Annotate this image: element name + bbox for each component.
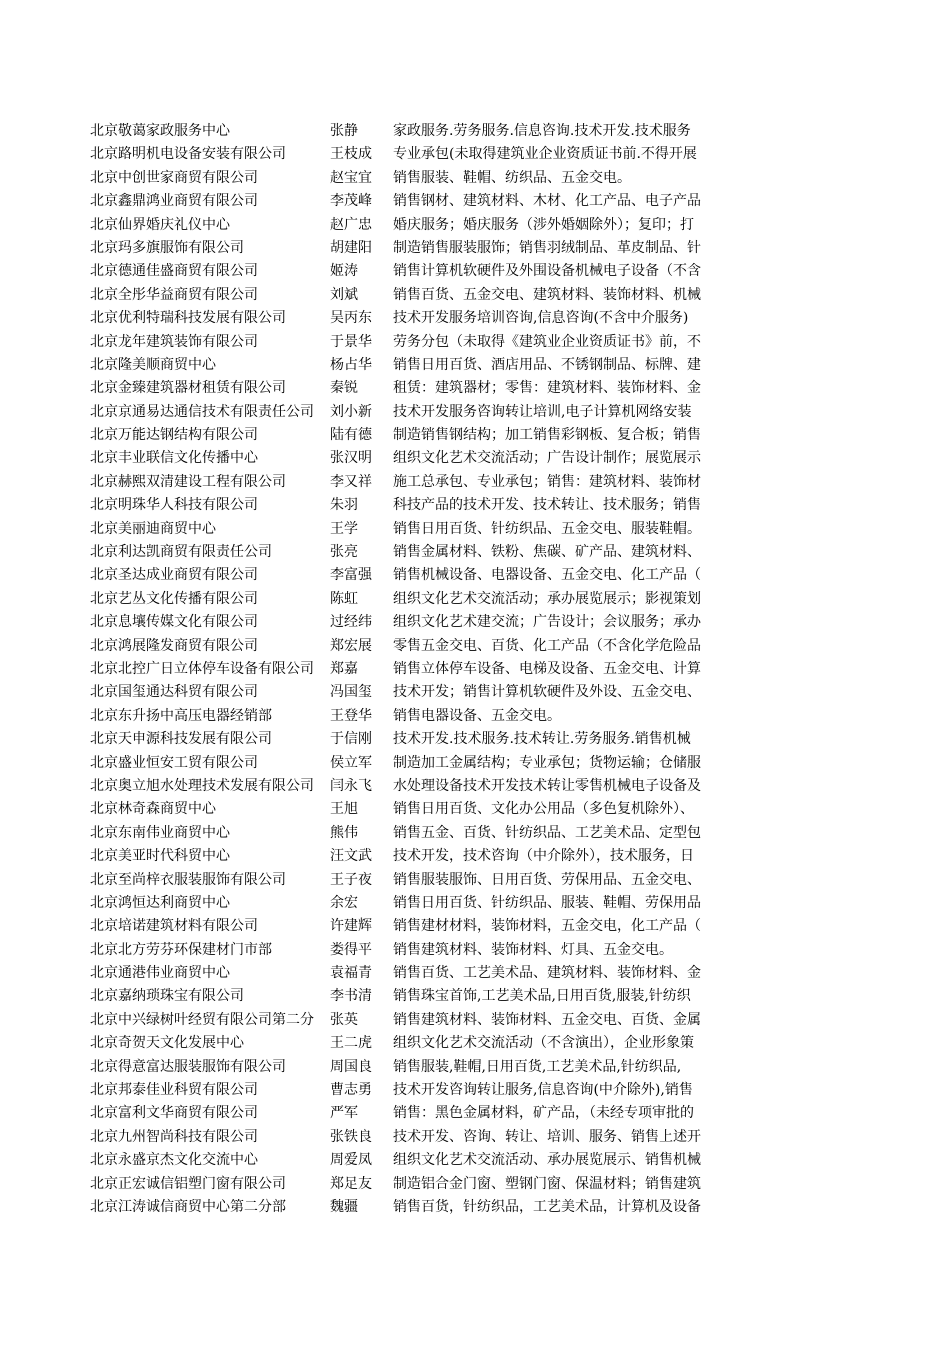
table-row: [90, 377, 750, 400]
business-scope-cell: 专业承包(未取得建筑业企业资质证书前.不得开展: [393, 143, 750, 166]
table-row: [90, 1079, 750, 1102]
table-row: [90, 471, 750, 494]
legal-person-cell: 张铁良: [330, 1126, 372, 1149]
company-name-cell: 北京赫熙双清建设工程有限公司: [90, 473, 286, 490]
business-scope-cell: 技术开发，技术咨询（中介除外），技术服务，日: [393, 845, 750, 868]
business-scope-cell: 劳务分包（未取得《建筑业企业资质证书》前，不: [393, 331, 750, 354]
legal-person-cell: 汪文武: [330, 845, 372, 868]
company-name-cell: 北京德通佳盛商贸有限公司: [90, 263, 258, 280]
legal-person-cell: 赵宝宜: [330, 167, 372, 190]
table-row: [90, 541, 750, 564]
legal-person-cell: 李茂峰: [330, 190, 372, 213]
business-scope-cell: 技术开发、咨询、转让、培训、服务、销售上述开: [393, 1126, 750, 1149]
legal-person-cell: 张汉明: [330, 447, 372, 470]
business-scope-cell: 技术开发.技术服务.技术转让.劳务服务.销售机械: [393, 728, 750, 751]
company-name-cell: 北京中创世家商贸有限公司: [90, 169, 258, 186]
legal-person-cell: 姬涛: [330, 260, 358, 283]
legal-person-cell: 杨占华: [330, 354, 372, 377]
company-name-cell: 北京美亚时代科贸中心: [90, 848, 230, 865]
table-row: [90, 892, 750, 915]
business-scope-cell: 销售服装,鞋帽,日用百货,工艺美术品,针纺织品,: [393, 1056, 750, 1079]
company-name-cell: 北京通港伟业商贸中心: [90, 965, 230, 982]
business-scope-cell: 销售百货，针纺织品，工艺美术品，计算机及设备: [393, 1196, 750, 1219]
table-row: [90, 284, 750, 307]
table-row: [90, 120, 750, 143]
table-row: [90, 237, 750, 260]
legal-person-cell: 侯立军: [330, 752, 372, 775]
table-row: [90, 1032, 750, 1055]
company-name-cell: 北京优利特瑞科技发展有限公司: [90, 310, 286, 327]
company-name-cell: 北京美丽迪商贸中心: [90, 520, 216, 537]
legal-person-cell: 于信刚: [330, 728, 372, 751]
legal-person-cell: 于景华: [330, 331, 372, 354]
company-name-cell: 北京明珠华人科技有限公司: [90, 497, 258, 514]
table-row: [90, 307, 750, 330]
business-scope-cell: 销售计算机软硬件及外围设备机械电子设备（不含: [393, 260, 750, 283]
business-scope-cell: 销售日用百货、针纺织品、服装、鞋帽、劳保用品: [393, 892, 750, 915]
business-scope-cell: 销售建材材料，装饰材料，五金交电，化工产品（: [393, 915, 750, 938]
table-row: [90, 354, 750, 377]
table-row: [90, 681, 750, 704]
legal-person-cell: 余宏: [330, 892, 358, 915]
legal-person-cell: 张英: [330, 1009, 358, 1032]
table-row: [90, 822, 750, 845]
legal-person-cell: 张亮: [330, 541, 358, 564]
legal-person-cell: 许建辉: [330, 915, 372, 938]
table-row: [90, 564, 750, 587]
legal-person-cell: 刘小新: [330, 401, 372, 424]
business-scope-cell: 销售珠宝首饰,工艺美术品,日用百货,服装,针纺织: [393, 985, 750, 1008]
legal-person-cell: 王登华: [330, 705, 372, 728]
business-scope-cell: 销售服装、鞋帽、纺织品、五金交电。: [393, 167, 750, 190]
business-scope-cell: 技术开发咨询转让服务,信息咨询(中介除外),销售: [393, 1079, 750, 1102]
legal-person-cell: 袁福青: [330, 962, 372, 985]
company-name-cell: 北京东南伟业商贸中心: [90, 824, 230, 841]
business-scope-cell: 制造加工金属结构；专业承包；货物运输；仓储服: [393, 752, 750, 775]
company-name-cell: 北京盛业恒安工贸有限公司: [90, 754, 258, 771]
business-scope-cell: 销售钢材、建筑材料、木材、化工产品、电子产品: [393, 190, 750, 213]
company-name-cell: 北京京通易达通信技术有限责任公司: [90, 403, 314, 420]
table-row: [90, 424, 750, 447]
table-row: [90, 494, 750, 517]
business-scope-cell: 销售五金、百货、针纺织品、工艺美术品、定型包: [393, 822, 750, 845]
company-name-cell: 北京仙界婚庆礼仪中心: [90, 216, 230, 233]
legal-person-cell: 刘斌: [330, 284, 358, 307]
legal-person-cell: 李富强: [330, 564, 372, 587]
company-name-cell: 北京路明机电设备安装有限公司: [90, 146, 286, 163]
company-name-cell: 北京江涛诚信商贸中心第二分部: [90, 1198, 286, 1215]
table-row: [90, 1126, 750, 1149]
company-name-cell: 北京丰业联信文化传播中心: [90, 450, 258, 467]
table-row: [90, 214, 750, 237]
table-row: [90, 635, 750, 658]
business-scope-cell: 组织文化艺术交流活动；广告设计制作；展览展示: [393, 447, 750, 470]
legal-person-cell: 陆有德: [330, 424, 372, 447]
company-name-cell: 北京得意富达服装服饰有限公司: [90, 1058, 286, 1075]
legal-person-cell: 赵广忠: [330, 214, 372, 237]
legal-person-cell: 王学: [330, 518, 358, 541]
legal-person-cell: 郑嘉: [330, 658, 358, 681]
company-name-cell: 北京全彤华益商贸有限公司: [90, 286, 258, 303]
business-scope-cell: 家政服务.劳务服务.信息咨询.技术开发.技术服务: [393, 120, 750, 143]
business-scope-cell: 零售五金交电、百货、化工产品（不含化学危险品: [393, 635, 750, 658]
business-scope-cell: 制造销售钢结构；加工销售彩钢板、复合板；销售: [393, 424, 750, 447]
table-row: [90, 1196, 750, 1219]
business-scope-cell: 施工总承包、专业承包；销售：建筑材料、装饰材: [393, 471, 750, 494]
business-scope-cell: 制造铝合金门窗、塑钢门窗、保温材料；销售建筑: [393, 1173, 750, 1196]
company-name-cell: 北京培诺建筑材料有限公司: [90, 918, 258, 935]
company-name-cell: 北京艺丛文化传播有限公司: [90, 590, 258, 607]
company-name-cell: 北京九州智尚科技有限公司: [90, 1128, 258, 1145]
company-name-cell: 北京永盛京杰文化交流中心: [90, 1152, 258, 1169]
business-scope-cell: 销售日用百货、针纺织品、五金交电、服装鞋帽。: [393, 518, 750, 541]
company-name-cell: 北京鸿展隆发商贸有限公司: [90, 637, 258, 654]
business-scope-cell: 销售百货、工艺美术品、建筑材料、装饰材料、金: [393, 962, 750, 985]
legal-person-cell: 秦锐: [330, 377, 358, 400]
business-scope-cell: 销售百货、五金交电、建筑材料、装饰材料、机械: [393, 284, 750, 307]
business-scope-cell: 销售建筑材料、装饰材料、五金交电、百货、金属: [393, 1009, 750, 1032]
table-row: [90, 1009, 750, 1032]
business-scope-cell: 婚庆服务；婚庆服务（涉外婚姻除外）；复印；打: [393, 214, 750, 237]
legal-person-cell: 郑足友: [330, 1173, 372, 1196]
business-scope-cell: 组织文化艺术交流活动（不含演出），企业形象策: [393, 1032, 750, 1055]
company-name-cell: 北京正宏诚信铝塑门窗有限公司: [90, 1175, 286, 1192]
table-row: [90, 705, 750, 728]
table-row: [90, 401, 750, 424]
business-scope-cell: 销售金属材料、铁粉、焦碳、矿产品、建筑材料、: [393, 541, 750, 564]
table-row: [90, 190, 750, 213]
legal-person-cell: 魏疆: [330, 1196, 358, 1219]
business-scope-cell: 租赁：建筑器材；零售：建筑材料、装饰材料、金: [393, 377, 750, 400]
legal-person-cell: 张静: [330, 120, 358, 143]
legal-person-cell: 郑宏展: [330, 635, 372, 658]
business-scope-cell: 组织文化艺术交流活动、承办展览展示、销售机械: [393, 1149, 750, 1172]
legal-person-cell: 周国良: [330, 1056, 372, 1079]
business-scope-cell: 销售服装服饰、日用百货、劳保用品、五金交电、: [393, 869, 750, 892]
company-name-cell: 北京东升扬中高压电器经销部: [90, 707, 272, 724]
legal-person-cell: 周爱凤: [330, 1149, 372, 1172]
legal-person-cell: 严军: [330, 1102, 358, 1125]
legal-person-cell: 娄得平: [330, 939, 372, 962]
legal-person-cell: 王枝成: [330, 143, 372, 166]
table-row: [90, 869, 750, 892]
legal-person-cell: 陈虹: [330, 588, 358, 611]
table-row: [90, 985, 750, 1008]
business-scope-cell: 销售：黑色金属材料，矿产品，（未经专项审批的: [393, 1102, 750, 1125]
company-name-cell: 北京利达凯商贸有限责任公司: [90, 544, 272, 561]
table-row: [90, 658, 750, 681]
company-name-cell: 北京邦泰佳业科贸有限公司: [90, 1082, 258, 1099]
company-name-cell: 北京万能达钢结构有限公司: [90, 427, 258, 444]
company-name-cell: 北京奥立旭水处理技术发展有限公司: [90, 777, 314, 794]
business-scope-cell: 销售电器设备、五金交电。: [393, 705, 750, 728]
business-scope-cell: 技术开发服务培训咨询,信息咨询(不含中介服务): [393, 307, 750, 330]
legal-person-cell: 李书清: [330, 985, 372, 1008]
legal-person-cell: 熊伟: [330, 822, 358, 845]
company-name-cell: 北京林奇森商贸中心: [90, 801, 216, 818]
table-row: [90, 962, 750, 985]
table-row: [90, 518, 750, 541]
table-row: [90, 588, 750, 611]
company-name-cell: 北京嘉纳琐珠宝有限公司: [90, 988, 244, 1005]
table-row: [90, 447, 750, 470]
company-name-cell: 北京隆美顺商贸中心: [90, 356, 216, 373]
table-row: [90, 1173, 750, 1196]
company-name-cell: 北京天申源科技发展有限公司: [90, 731, 272, 748]
company-name-cell: 北京玛多旗服饰有限公司: [90, 239, 244, 256]
company-name-cell: 北京至尚梓衣服装服饰有限公司: [90, 871, 286, 888]
company-name-cell: 北京龙年建筑装饰有限公司: [90, 333, 258, 350]
table-row: [90, 331, 750, 354]
company-name-cell: 北京北控广日立体停车设备有限公司: [90, 660, 314, 677]
company-name-cell: 北京鸿恒达利商贸中心: [90, 894, 230, 911]
legal-person-cell: 胡建阳: [330, 237, 372, 260]
business-scope-cell: 销售机械设备、电器设备、五金交电、化工产品（: [393, 564, 750, 587]
company-name-cell: 北京息壤传媒文化有限公司: [90, 614, 258, 631]
legal-person-cell: 王二虎: [330, 1032, 372, 1055]
table-row: [90, 775, 750, 798]
company-name-cell: 北京鑫鼎鸿业商贸有限公司: [90, 193, 258, 210]
company-name-cell: 北京奇贺天文化发展中心: [90, 1035, 244, 1052]
legal-person-cell: 王旭: [330, 798, 358, 821]
company-name-cell: 北京北方劳芬环保建材门市部: [90, 941, 272, 958]
table-row: [90, 728, 750, 751]
company-name-cell: 北京富利文华商贸有限公司: [90, 1105, 258, 1122]
table-row: [90, 1056, 750, 1079]
table-row: [90, 611, 750, 634]
company-table: [90, 120, 750, 1219]
business-scope-cell: 销售日用百货、文化办公用品（多色复机除外）、: [393, 798, 750, 821]
company-name-cell: 北京中兴绿树叶经贸有限公司第二分: [90, 1011, 314, 1028]
business-scope-cell: 科技产品的技术开发、技术转让、技术服务；销售: [393, 494, 750, 517]
business-scope-cell: 销售立体停车设备、电梯及设备、五金交电、计算: [393, 658, 750, 681]
company-name-cell: 北京金臻建筑器材租赁有限公司: [90, 380, 286, 397]
table-row: [90, 915, 750, 938]
business-scope-cell: 水处理设备技术开发技术转让零售机械电子设备及: [393, 775, 750, 798]
legal-person-cell: 李又祥: [330, 471, 372, 494]
table-row: [90, 939, 750, 962]
business-scope-cell: 技术开发服务咨询转让培训,电子计算机网络安装: [393, 401, 750, 424]
company-name-cell: 北京国玺通达科贸有限公司: [90, 684, 258, 701]
company-name-cell: 北京敬蔼家政服务中心: [90, 123, 230, 139]
legal-person-cell: 王子夜: [330, 869, 372, 892]
table-row: [90, 798, 750, 821]
table-row: [90, 752, 750, 775]
table-row: [90, 260, 750, 283]
table-row: [90, 1149, 750, 1172]
business-scope-cell: 制造销售服装服饰；销售羽绒制品、革皮制品、针: [393, 237, 750, 260]
business-scope-cell: 组织文化艺术交流活动；承办展览展示；影视策划: [393, 588, 750, 611]
business-scope-cell: 组织文化艺术建交流；广告设计；会议服务；承办: [393, 611, 750, 634]
legal-person-cell: 朱羽: [330, 494, 358, 517]
business-scope-cell: 销售建筑材料、装饰材料、灯具、五金交电。: [393, 939, 750, 962]
table-row: [90, 143, 750, 166]
business-scope-cell: 技术开发；销售计算机软硬件及外设、五金交电、: [393, 681, 750, 704]
business-scope-cell: 销售日用百货、酒店用品、不锈钢制品、标牌、建: [393, 354, 750, 377]
table-row: [90, 1102, 750, 1125]
legal-person-cell: 冯国玺: [330, 681, 372, 704]
table-row: [90, 845, 750, 868]
company-name-cell: 北京圣达成业商贸有限公司: [90, 567, 258, 584]
legal-person-cell: 曹志勇: [330, 1079, 372, 1102]
table-row: [90, 167, 750, 190]
legal-person-cell: 过经纬: [330, 611, 372, 634]
legal-person-cell: 闫永飞: [330, 775, 372, 798]
legal-person-cell: 吴丙东: [330, 307, 372, 330]
